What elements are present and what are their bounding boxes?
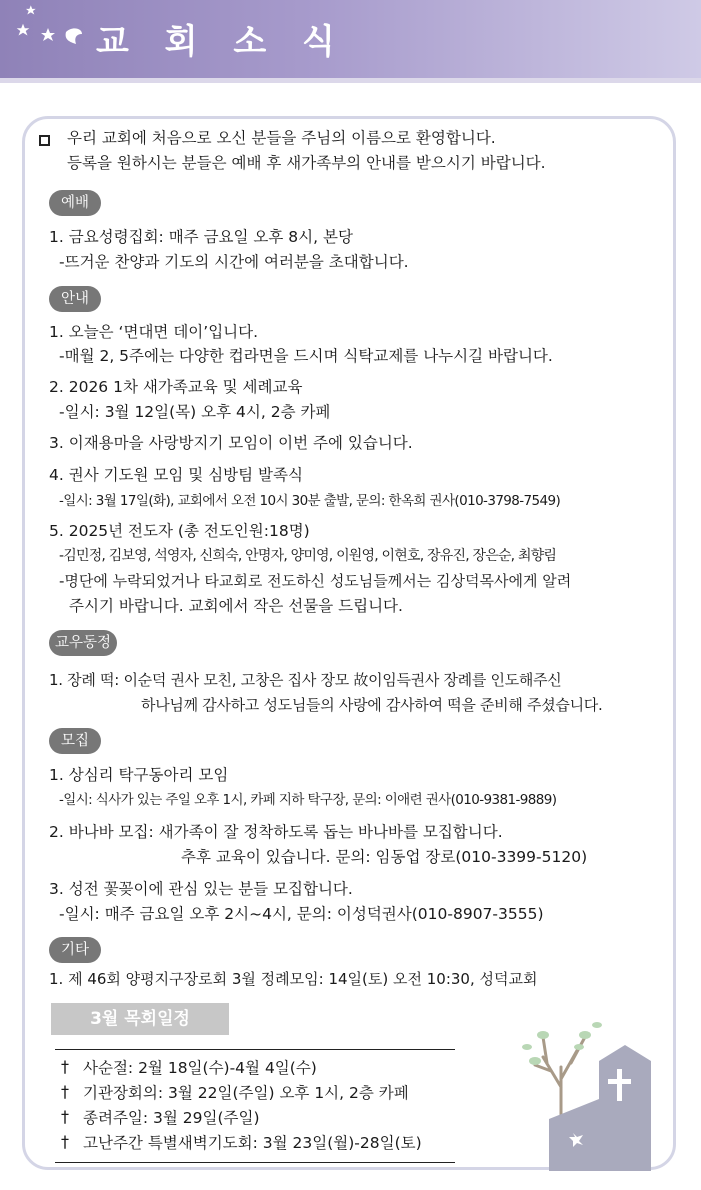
section-label-etc: 기타 [49,937,101,963]
cross-icon: † [61,1082,69,1101]
list-item: 1. 금요성령집회: 매주 금요일 오후 8시, 본당 [49,228,353,246]
list-item: -뜨거운 찬양과 기도의 시간에 여러분을 초대합니다. [59,253,409,271]
intro-line: 우리 교회에 처음으로 오신 분들을 주님의 이름으로 환영합니다. [67,129,496,147]
list-item: 5. 2025년 전도자 (총 전도인원:18명) [49,522,310,540]
list-item: 3. 성전 꽃꽂이에 관심 있는 분들 모집합니다. [49,880,353,898]
section-label-recruit: 모집 [49,728,101,754]
list-item: -명단에 누락되었거나 타교회로 전도하신 성도님들께서는 김상덕목사에게 알려 [59,572,572,590]
list-item: 1. 제 46회 양평지구장로회 3월 정례모임: 14일(토) 오전 10:30, 성덕교회 [49,970,538,988]
list-item: 1. 상심리 탁구동아리 모임 [49,766,229,784]
church-icon [513,1007,663,1171]
list-item: 1. 장례 떡: 이순덕 권사 모친, 고창은 집사 장모 故이임득권사 장례를 인도해주신 [49,671,562,689]
list-item: 하나님께 감사하고 성도님들의 사랑에 감사하여 떡을 준비해 주셨습니다. [141,696,603,714]
section-label-members: 교우동정 [49,630,117,656]
list-item: 4. 권사 기도원 모임 및 심방팀 발족식 [49,466,303,484]
schedule-item: 사순절: 2월 18일(수)-4월 4일(수) [83,1059,317,1077]
intro-line: 등록을 원하시는 분들은 예배 후 새가족부의 안내를 받으시기 바랍니다. [67,154,546,172]
list-item: 추후 교육이 있습니다. 문의: 임동업 장로(010-3399-5120) [181,848,588,866]
list-item: -일시: 3월 17일(화), 교회에서 오전 10시 30분 출발, 문의: 한옥희 권사(010-3798-7549) [59,493,561,509]
schedule-title: 3월 목회일정 [51,1003,229,1035]
list-item: -일시: 매주 금요일 오후 2시~4시, 문의: 이성덕권사(010-8907-3555) [59,905,544,923]
schedule-item: 고난주간 특별새벽기도회: 3월 23일(월)-28일(토) [83,1134,422,1152]
page-title: 교 회 소 식 [96,22,347,62]
schedule-item: 기관장회의: 3월 22일(주일) 오후 1시, 2층 카페 [83,1084,409,1102]
sparkle-icon [14,4,94,64]
list-item: 2. 바나바 모집: 새가족이 잘 정착하도록 돕는 바나바를 모집합니다. [49,823,503,841]
schedule-bottom-rule [55,1162,455,1163]
list-item: -일시: 3월 12일(목) 오후 4시, 2층 카페 [59,403,331,421]
cross-icon: † [61,1057,69,1076]
schedule-top-rule [55,1049,455,1050]
list-item: -김민정, 김보영, 석영자, 신희숙, 안명자, 양미영, 이원영, 이현호, 장유진, 장은순, 최향림 [59,548,557,564]
header-divider [0,78,701,83]
list-item: 주시기 바랍니다. 교회에서 작은 선물을 드립니다. [69,597,403,615]
schedule-item: 종려주일: 3월 29일(주일) [83,1109,260,1127]
cross-icon: † [61,1107,69,1126]
header-banner [0,0,701,78]
list-item: 1. 오늘은 ‘면대면 데이’입니다. [49,323,259,341]
section-label-worship: 예배 [49,190,101,216]
list-item: -매월 2, 5주에는 다양한 컵라면을 드시며 식탁교제를 나누시길 바랍니다. [59,347,553,365]
list-item: 3. 이재용마을 사랑방지기 모임이 이번 주에 있습니다. [49,434,413,452]
list-item: 2. 2026 1차 새가족교육 및 세례교육 [49,378,303,396]
list-item: -일시: 식사가 있는 주일 오후 1시, 카페 지하 탁구장, 문의: 이애련 권사(010-9381-9889) [59,792,557,808]
section-label-notice: 안내 [49,286,101,312]
cross-icon: † [61,1132,69,1151]
checkbox-icon [39,135,50,146]
news-card [22,116,676,1170]
